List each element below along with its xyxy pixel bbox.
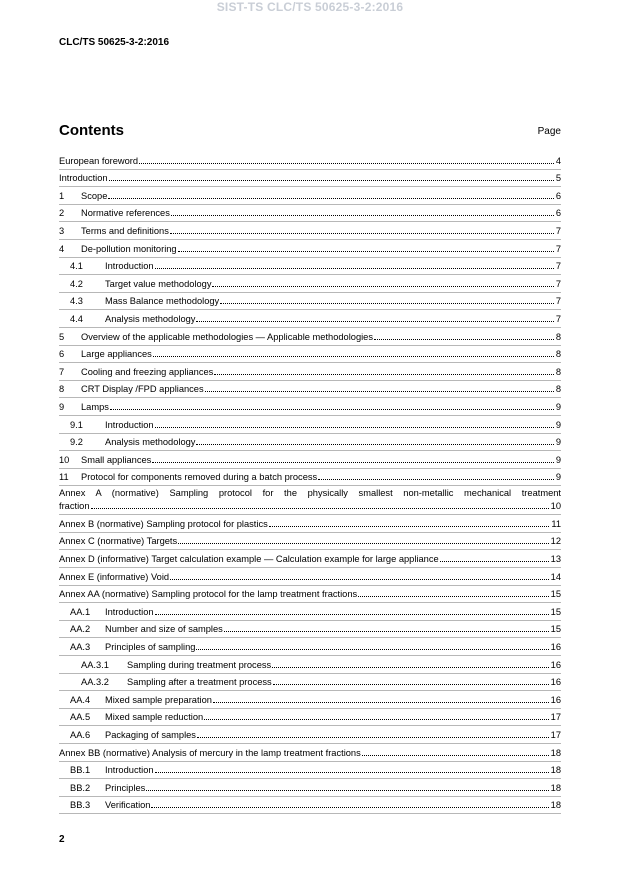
toc-entry[interactable]: [59, 205, 561, 223]
toc-entry-title: Annex BB (normative) Analysis of mercury in the lamp treatment fractions: [59, 747, 361, 758]
toc-entry-title: Scope: [81, 190, 108, 201]
toc-entry-title-continued: fraction: [59, 501, 90, 512]
toc-entry-page: 4: [555, 155, 561, 166]
toc-entry-page: 18: [550, 782, 561, 793]
toc-entry-number: 7: [59, 366, 65, 377]
toc-entry-page: 9: [555, 472, 561, 483]
toc-entry-title: Analysis methodology: [105, 437, 196, 448]
toc-entry-page: 16: [550, 694, 561, 705]
toc-entry[interactable]: [59, 691, 561, 709]
toc-entry-number: 6: [59, 349, 65, 360]
page-column-label: Page: [537, 126, 561, 137]
dot-leader: [110, 409, 554, 410]
toc-entry[interactable]: [59, 603, 561, 621]
dot-leader: [220, 303, 554, 304]
contents-header: [59, 122, 561, 142]
toc-entry[interactable]: [59, 469, 561, 487]
toc-entry-title: European foreword: [59, 155, 139, 166]
toc-entry[interactable]: [59, 170, 561, 188]
page-number: 2: [59, 834, 65, 845]
toc-entry-page: 7: [555, 225, 561, 236]
toc-entry-page: 16: [550, 677, 561, 688]
toc-entry-page: 6: [555, 208, 561, 219]
toc-entry-title: Annex E (informative) Void: [59, 571, 170, 582]
toc-entry-title: Introduction: [105, 261, 154, 272]
toc-entry-number: 1: [59, 190, 65, 201]
toc-entry[interactable]: [59, 486, 561, 515]
toc-entry-page: 8: [555, 331, 561, 342]
toc-entry-page: 10: [550, 501, 561, 512]
watermark: SIST-TS CLC/TS 50625-3-2:2016: [216, 0, 404, 14]
toc-entry-title: Packaging of samples: [105, 730, 196, 740]
dot-leader: [109, 180, 554, 181]
toc-entry-title: Normative references: [81, 208, 170, 219]
toc-entry-page: 14: [550, 571, 561, 582]
toc-entry[interactable]: [59, 328, 561, 346]
toc-entry-page: 15: [550, 624, 561, 635]
toc-entry-title: Number and size of samples: [105, 624, 223, 635]
toc-entry-number: AA.3: [70, 642, 91, 653]
toc-entry-number: 4.3: [70, 296, 83, 307]
toc-entry-title: Small appliances: [81, 454, 152, 465]
toc-entry-number: 11: [59, 472, 69, 483]
toc-entry[interactable]: [59, 515, 561, 533]
toc-entry[interactable]: [59, 381, 561, 399]
toc-entry[interactable]: [59, 222, 561, 240]
dot-leader: [374, 339, 554, 340]
toc-entry[interactable]: [59, 779, 561, 797]
toc-entry-title: De-pollution monitoring: [81, 243, 177, 254]
dot-leader: [362, 755, 549, 756]
dot-leader: [269, 526, 550, 527]
toc-entry-title: Principles: [105, 782, 146, 793]
dot-leader: [212, 286, 553, 287]
toc-entry[interactable]: [59, 416, 561, 434]
dot-leader: [197, 737, 549, 738]
toc-entry-page: 7: [555, 243, 561, 254]
toc-entry-title: Annex D (informative) Target calculation example — Calculation example for large appliance: [59, 554, 439, 565]
toc-entry-page: 15: [550, 606, 561, 617]
toc-entry-page: 7: [555, 261, 561, 272]
toc-entry-page: 12: [550, 536, 561, 547]
toc-entry[interactable]: [59, 258, 561, 276]
toc-entry[interactable]: [59, 568, 561, 586]
dot-leader: [178, 543, 549, 544]
toc-entry-number: 4.2: [70, 278, 83, 289]
dot-leader: [170, 233, 554, 234]
toc-entry-number: AA.5: [70, 712, 91, 723]
dot-leader: [196, 321, 553, 322]
toc-entry-title: Introduction: [59, 173, 108, 184]
toc-entry-number: AA.3.2: [81, 677, 109, 688]
dot-leader: [155, 772, 549, 773]
dot-leader: [205, 391, 554, 392]
dot-leader: [152, 462, 554, 463]
dot-leader: [196, 444, 553, 445]
toc-entry-number: 4.1: [70, 261, 83, 272]
toc-entry[interactable]: [59, 240, 561, 258]
dot-leader: [318, 479, 554, 480]
document-id: CLC/TS 50625-3-2:2016: [59, 37, 170, 48]
toc-entry-title: Mass Balance methodology: [105, 296, 220, 307]
toc-entry-title: Annex C (normative) Targets: [59, 536, 178, 547]
toc-entry-title: Sampling during treatment process: [127, 659, 272, 670]
toc-entry[interactable]: [59, 762, 561, 780]
dot-leader: [153, 356, 554, 357]
toc-entry-number: AA.1: [70, 606, 91, 617]
toc-entry-title: Introduction: [105, 765, 154, 776]
toc-entry[interactable]: [59, 346, 561, 364]
dot-leader: [273, 684, 549, 685]
toc-entry-title: Mixed sample preparation: [105, 694, 212, 705]
toc-entry[interactable]: [59, 187, 561, 205]
toc-entry-number: BB.3: [70, 800, 91, 811]
toc-entry[interactable]: [59, 656, 561, 674]
dot-leader: [196, 649, 548, 650]
toc-entry-page: 13: [550, 554, 561, 565]
dot-leader: [155, 614, 549, 615]
toc-entry-title: Cooling and freezing appliances: [81, 366, 214, 377]
toc-entry-page: 8: [555, 349, 561, 360]
toc-entry[interactable]: [59, 275, 561, 293]
toc-entry-number: 9: [59, 401, 65, 412]
toc-entry-title: Sampling after a treatment process: [127, 677, 272, 688]
toc-entry-page: 9: [555, 401, 561, 412]
toc-entry-page: 8: [555, 366, 561, 377]
dot-leader: [170, 579, 549, 580]
toc-entry-number: AA.3.1: [81, 659, 109, 670]
toc-entry[interactable]: [59, 152, 561, 170]
toc-entry-page: 18: [550, 747, 561, 758]
dot-leader: [204, 719, 548, 720]
toc-entry[interactable]: [59, 586, 561, 604]
dot-leader: [155, 268, 554, 269]
toc-entry[interactable]: [59, 398, 561, 416]
toc-entry-title: Mixed sample reduction: [105, 712, 204, 723]
toc-entry[interactable]: [59, 310, 561, 328]
dot-leader: [108, 198, 553, 199]
dot-leader: [139, 163, 554, 164]
toc-entry-page: 17: [550, 712, 561, 723]
toc-entry-number: 3: [59, 225, 65, 236]
toc-entry-page: 9: [555, 454, 561, 465]
dot-leader: [151, 807, 548, 808]
toc-entry-page: 16: [550, 659, 561, 670]
toc-entry-number: 9.1: [70, 419, 83, 430]
dot-leader: [155, 427, 554, 428]
dot-leader: [213, 702, 549, 703]
toc-entry[interactable]: [59, 726, 561, 744]
toc-entry-page: 16: [550, 642, 561, 653]
dot-leader: [91, 508, 549, 509]
toc-entry-page: 18: [550, 765, 561, 776]
toc-entry[interactable]: [59, 550, 561, 568]
toc-entry-title: Protocol for components removed during a batch process: [81, 472, 318, 483]
toc-entry-title: Target value methodology: [105, 278, 212, 289]
toc-entry[interactable]: [59, 638, 561, 656]
dot-leader: [214, 374, 554, 375]
toc-entry-number: 10: [59, 454, 70, 465]
toc-entry-page: 18: [550, 800, 561, 811]
toc-entry[interactable]: [59, 709, 561, 727]
toc-entry-title: Large appliances: [81, 349, 152, 360]
toc-entry[interactable]: [59, 744, 561, 762]
toc-entry-number: 8: [59, 384, 65, 395]
toc-entry-title: Introduction: [105, 419, 154, 430]
toc-entry[interactable]: [59, 621, 561, 639]
table-of-contents: [59, 152, 561, 814]
toc-entry[interactable]: [59, 363, 561, 381]
dot-leader: [146, 790, 548, 791]
toc-entry-page: 9: [555, 419, 561, 430]
toc-entry-page: 15: [550, 589, 561, 600]
toc-entry-number: AA.6: [70, 730, 91, 740]
toc-entry-page: 11: [551, 518, 561, 529]
toc-entry-title: Annex A (normative) Sampling protocol for the physically smallest non-metallic mechanical treatment: [59, 488, 561, 499]
toc-entry-number: 4: [59, 243, 65, 254]
toc-entry-number: 4.4: [70, 313, 83, 324]
dot-leader: [440, 561, 549, 562]
dot-leader: [272, 667, 548, 668]
toc-entry-number: BB.2: [70, 782, 91, 793]
toc-entry-title: Introduction: [105, 606, 154, 617]
dot-leader: [178, 251, 554, 252]
toc-entry-title: Lamps: [81, 401, 109, 412]
toc-entry-number: BB.1: [70, 765, 91, 776]
toc-entry-page: 7: [555, 313, 561, 324]
toc-entry-page: 8: [555, 384, 561, 395]
toc-entry-number: 9.2: [70, 437, 83, 448]
toc-entry-number: 5: [59, 331, 65, 342]
toc-entry[interactable]: [59, 451, 561, 469]
contents-title: Contents: [59, 122, 124, 139]
toc-entry-title: CRT Display /FPD appliances: [81, 384, 204, 395]
toc-entry-title: Analysis methodology: [105, 313, 196, 324]
toc-entry-page: 17: [550, 730, 561, 740]
toc-entry-title: Overview of the applicable methodologies — Applicable methodologies: [81, 331, 373, 342]
toc-entry-title: Terms and definitions: [81, 225, 169, 236]
dot-leader: [171, 215, 554, 216]
toc-entry[interactable]: [59, 797, 561, 815]
toc-entry-number: AA.4: [70, 694, 91, 705]
toc-entry-title: Annex B (normative) Sampling protocol for plastics: [59, 518, 268, 529]
toc-entry[interactable]: [59, 533, 561, 551]
toc-entry[interactable]: [59, 674, 561, 692]
dot-leader: [358, 596, 548, 597]
toc-entry[interactable]: [59, 434, 561, 452]
dot-leader: [224, 631, 549, 632]
toc-entry[interactable]: [59, 293, 561, 311]
toc-entry-page: 7: [555, 278, 561, 289]
toc-entry-page: 9: [555, 437, 561, 448]
toc-entry-page: 5: [555, 173, 561, 184]
toc-entry-number: AA.2: [70, 624, 91, 635]
toc-entry-page: 7: [555, 296, 561, 307]
toc-entry-title: Annex AA (normative) Sampling protocol for the lamp treatment fractions: [59, 589, 358, 600]
toc-entry-number: 2: [59, 208, 65, 219]
toc-entry-page: 6: [555, 190, 561, 201]
toc-entry-title: Verification: [105, 800, 151, 811]
toc-entry-title: Principles of sampling: [105, 642, 196, 653]
